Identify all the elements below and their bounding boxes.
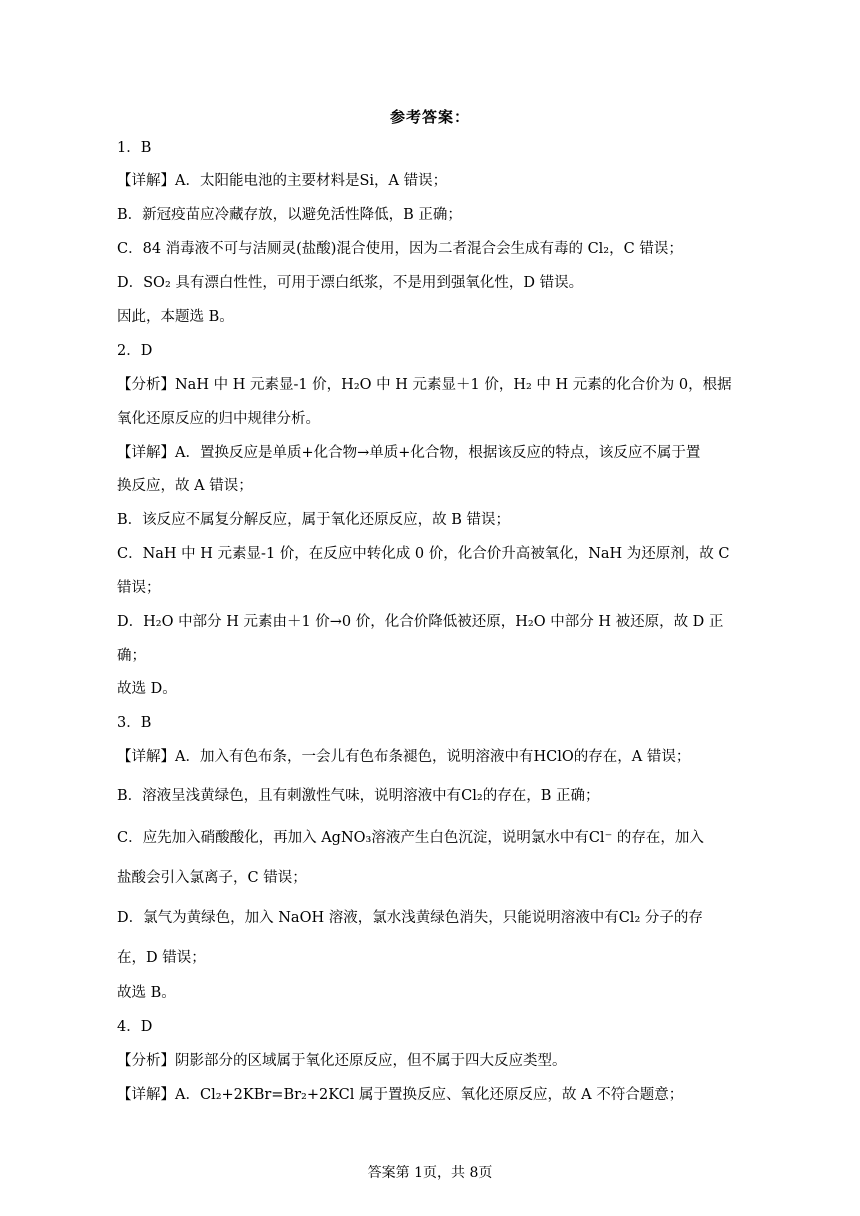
answer-line: D．H₂O 中部分 H 元素由＋1 价→0 价，化合价降低被还原，H₂O 中部分 H 被还原，故 D 正 xyxy=(117,614,724,630)
answer-line: 故选 D。 xyxy=(117,681,177,697)
answer-line: 因此，本题选 B。 xyxy=(117,309,234,325)
answer-line: D．氯气为黄绿色，加入 NaOH 溶液，氯水浅黄绿色消失，只能说明溶液中有Cl₂ 分子的存 xyxy=(117,910,703,926)
answer-line: 4．D xyxy=(117,1019,153,1035)
answer-line: 3．B xyxy=(117,715,152,731)
answer-line: 换反应，故 A 错误； xyxy=(117,478,253,494)
answer-line: 故选 B。 xyxy=(117,985,176,1001)
answer-line: 确； xyxy=(117,648,146,664)
answer-line: 【分析】阴影部分的区域属于氧化还原反应，但不属于四大反应类型。 xyxy=(117,1053,567,1069)
page-footer: 答案第 1页，共 8页 xyxy=(367,1165,493,1181)
answer-line: 【详解】A．加入有色布条，一会儿有色布条褪色，说明溶液中有HClO的存在，A 错误； xyxy=(117,749,691,765)
answer-line: 2．D xyxy=(117,343,153,359)
answer-line: C．NaH 中 H 元素显-1 价，在反应中转化成 0 价，化合价升高被氧化，NaH 为还原剂，故 C xyxy=(117,546,730,562)
answer-line: 【详解】A．太阳能电池的主要材料是Si，A 错误； xyxy=(117,173,448,189)
answer-line: 在，D 错误； xyxy=(117,950,206,966)
answer-line: 【分析】NaH 中 H 元素显-1 价，H₂O 中 H 元素显＋1 价，H₂ 中 H 元素的化合价为 0，根据 xyxy=(117,377,732,393)
answer-line: 【详解】A．Cl₂+2KBr=Br₂+2KCl 属于置换反应、氧化还原反应，故 A 不符合题意； xyxy=(117,1087,684,1103)
answer-line: B．该反应不属复分解反应，属于氧化还原反应，故 B 错误； xyxy=(117,512,511,528)
answer-line: 氧化还原反应的归中规律分析。 xyxy=(117,411,320,427)
answer-line: 错误； xyxy=(117,580,161,596)
answer-line: C．84 消毒液不可与洁厕灵(盐酸)混合使用，因为二者混合会生成有毒的 Cl₂，C 错误； xyxy=(117,241,683,257)
answer-line: 【详解】A．置换反应是单质+化合物→单质+化合物，根据该反应的特点，该反应不属于置 xyxy=(117,445,701,461)
answer-line: B．新冠疫苗应冷藏存放，以避免活性降低，B 正确； xyxy=(117,207,462,223)
answer-line: 1．B xyxy=(117,140,152,156)
answer-title: 参考答案： xyxy=(389,108,470,126)
answer-line: 盐酸会引入氯离子，C 错误； xyxy=(117,870,307,886)
answer-line: C．应先加入硝酸酸化，再加入 AgNO₃溶液产生白色沉淀，说明氯水中有Cl⁻ 的存在，加入 xyxy=(117,830,704,846)
answer-line: D．SO₂ 具有漂白性性，可用于漂白纸浆，不是用到强氧化性，D 错误。 xyxy=(117,275,584,291)
answer-line: B．溶液呈浅黄绿色，且有刺激性气味，说明溶液中有Cl₂的存在，B 正确； xyxy=(117,788,600,804)
